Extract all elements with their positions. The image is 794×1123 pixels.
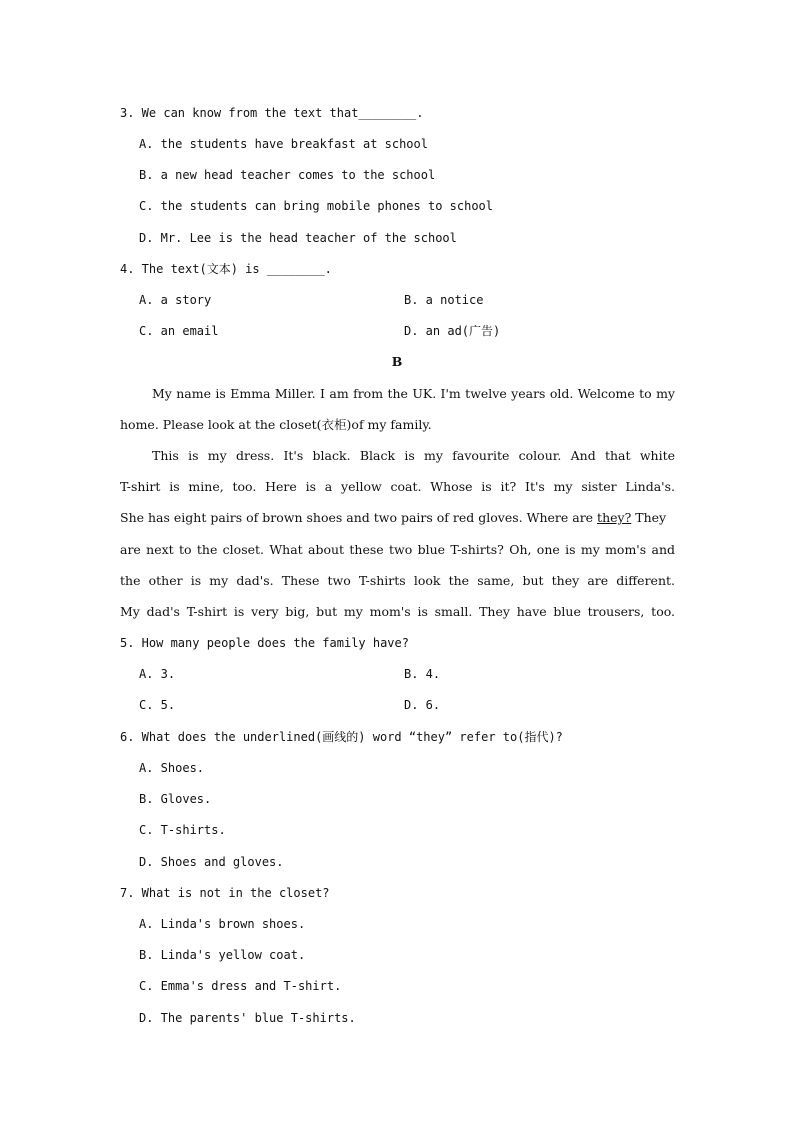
passage-line-8: My dad's T-shirt is very big, but my mom's is small. They have blue trousers, too. (120, 604, 675, 619)
question-7-option-d: D. The parents' blue T-shirts. (139, 1011, 356, 1025)
question-3-stem: 3. We can know from the text that________. (120, 106, 424, 120)
question-7-option-b: B. Linda's yellow coat. (139, 948, 306, 962)
question-6-option-d: D. Shoes and gloves. (139, 855, 284, 869)
question-6-option-b: B. Gloves. (139, 792, 212, 806)
question-5-option-c: C. 5. (139, 698, 176, 712)
passage-line-3: This is my dress. It's black. Black is my favourite colour. And that white (152, 448, 675, 463)
question-5-stem: 5. How many people does the family have? (120, 636, 409, 650)
question-4-option-c: C. an email (139, 324, 219, 338)
question-5-option-a: A. 3. (139, 667, 176, 681)
passage-line-7: the other is my dad's. These two T-shirts look the same, but they are different. (120, 573, 675, 588)
question-7-option-a: A. Linda's brown shoes. (139, 917, 306, 931)
section-b-heading: B (391, 354, 403, 369)
question-3-option-c: C. the students can bring mobile phones to school (139, 199, 494, 213)
passage-line-5-text: She has eight pairs of brown shoes and two pairs of red gloves. Where are (120, 510, 598, 525)
underlined-word-they: they? (597, 510, 632, 525)
question-4-stem: 4. The text(文本) is ________. (120, 262, 332, 276)
question-4-option-d: D. an ad(广告) (404, 324, 501, 338)
question-3-option-b: B. a new head teacher comes to the school (139, 168, 436, 182)
question-6-stem: 6. What does the underlined(画线的) word “they” refer to(指代)? (120, 730, 563, 744)
question-6-option-a: A. Shoes. (139, 761, 205, 775)
question-7-stem: 7. What is not in the closet? (120, 886, 330, 900)
passage-line-4: T-shirt is mine, too. Here is a yellow coat. Whose is it? It's my sister Linda's. (120, 479, 675, 494)
passage-line-2: home. Please look at the closet(衣柜)of my family. (120, 417, 432, 432)
question-7-option-c: C. Emma's dress and T-shirt. (139, 979, 342, 993)
passage-line-5-tail: They (631, 510, 667, 525)
passage-line-5 (120, 510, 675, 526)
question-5-option-d: D. 6. (404, 698, 441, 712)
question-4-option-b: B. a notice (404, 293, 484, 307)
question-4-option-a: A. a story (139, 293, 212, 307)
question-3-option-a: A. the students have breakfast at school (139, 137, 428, 151)
question-5-option-b: B. 4. (404, 667, 441, 681)
question-3-option-d: D. Mr. Lee is the head teacher of the school (139, 231, 457, 245)
passage-line-1: My name is Emma Miller. I am from the UK. I'm twelve years old. Welcome to my (152, 386, 675, 401)
question-6-option-c: C. T-shirts. (139, 823, 226, 837)
passage-line-6: are next to the closet. What about these two blue T-shirts? Oh, one is my mom's and (120, 542, 675, 557)
